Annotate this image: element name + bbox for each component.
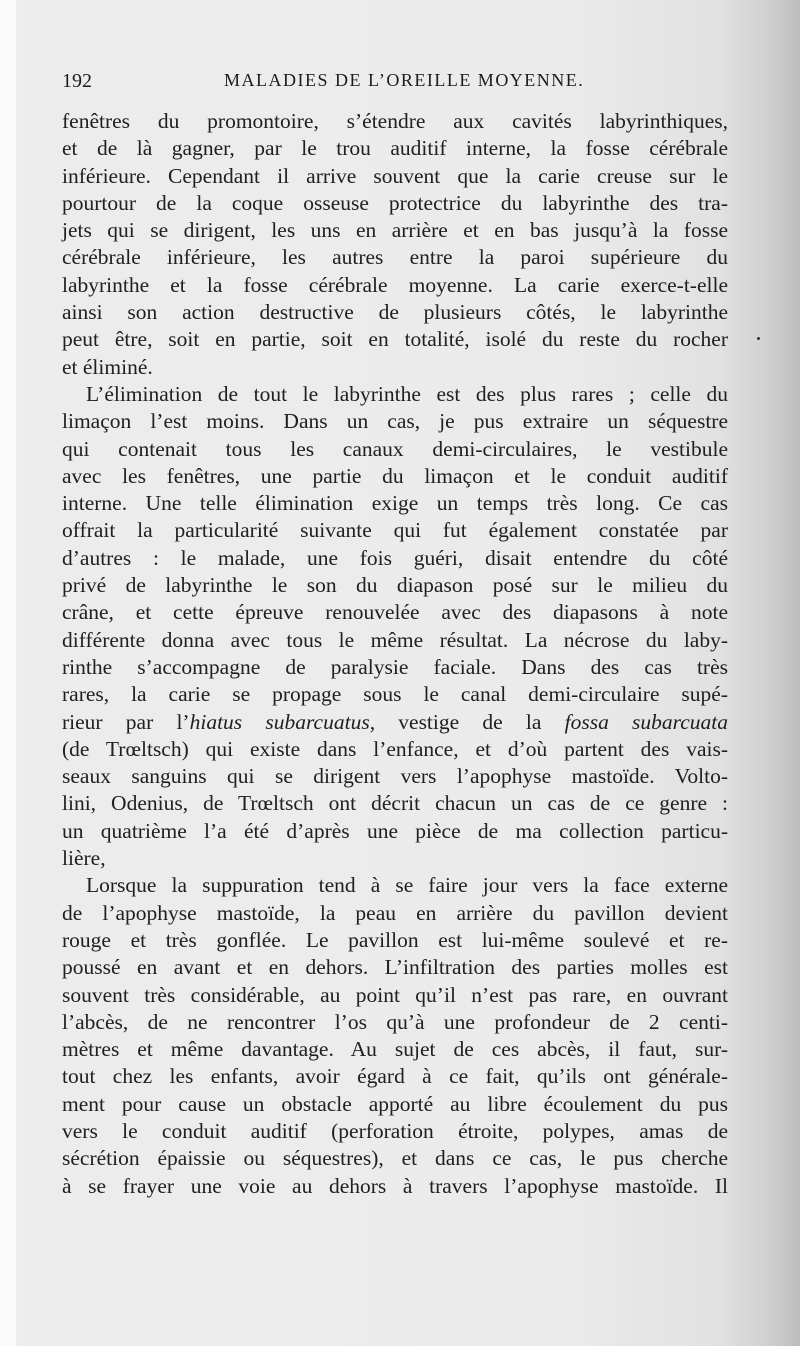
- text-line: ainsi son action destructive de plusieurs côtés, le labyrinthe: [62, 300, 728, 325]
- text-line: cérébrale inférieure, les autres entre la paroi supérieure du: [62, 245, 728, 270]
- text-line: sécrétion épaissie ou séquestres), et dans ce cas, le pus cherche: [62, 1146, 728, 1171]
- text-line: vers le conduit auditif (perforation étroite, polypes, amas de: [62, 1118, 728, 1143]
- text-line: ment pour cause un obstacle apporté au libre écoulement du pus: [62, 1091, 728, 1116]
- text-line: Lorsque la suppuration tend à se faire jour vers la face externe: [86, 873, 728, 898]
- italic-term: hiatus subarcuatus: [189, 709, 370, 734]
- text-line: de l’apophyse mastoïde, la peau en arrière du pavillon devient: [62, 900, 728, 925]
- text-line: mètres et même davantage. Au sujet de ces abcès, il faut, sur-: [62, 1037, 728, 1062]
- margin-speck: [757, 337, 760, 340]
- text-fragment: rieur par l’: [62, 709, 190, 734]
- text-line: fenêtres du promontoire, s’étendre aux cavités labyrinthiques,: [62, 109, 728, 133]
- text-line: labyrinthe et la fosse cérébrale moyenne. La carie exerce-t-elle: [62, 272, 728, 297]
- text-line: tout chez les enfants, avoir égard à ce fait, qu’ils ont générale-: [62, 1064, 728, 1089]
- text-line: pourtour de la coque osseuse protectrice du labyrinthe des tra-: [62, 190, 728, 215]
- text-line: jets qui se dirigent, les uns en arrière et en bas jusqu’à la fosse: [62, 218, 728, 243]
- running-title: MALADIES DE L’OREILLE MOYENNE.: [224, 70, 585, 90]
- text-line: L’élimination de tout le labyrinthe est des plus rares ; celle du: [86, 381, 728, 406]
- text-line: souvent très considérable, au point qu’il n’est pas rare, en ouvrant: [62, 982, 728, 1007]
- page-edge: [0, 0, 16, 1346]
- text-line: avec les fenêtres, une partie du limaçon et le conduit auditif: [62, 463, 728, 488]
- page-header: [62, 65, 728, 97]
- page-number: 192: [62, 70, 92, 92]
- text-line: rares, la carie se propage sous le canal demi-circulaire supé-: [62, 682, 728, 707]
- text-line: inférieure. Cependant il arrive souvent que la carie creuse sur le: [62, 163, 728, 188]
- text-line: privé de labyrinthe le son du diapason posé sur le milieu du: [62, 573, 728, 598]
- text-line: limaçon l’est moins. Dans un cas, je pus extraire un séquestre: [62, 409, 728, 434]
- text-fragment: , vestige de la: [369, 709, 565, 734]
- text-line: différente donna avec tous le même résultat. La nécrose du laby-: [62, 627, 728, 652]
- text-line: et éliminé.: [62, 354, 153, 379]
- text-line: poussé en avant et en dehors. L’infiltration des parties molles est: [62, 955, 728, 980]
- text-line: et de là gagner, par le trou auditif interne, la fosse cérébrale: [62, 136, 728, 161]
- text-line: interne. Une telle élimination exige un temps très long. Ce cas: [62, 491, 728, 516]
- body-text: [62, 108, 728, 1200]
- text-line: lière,: [62, 846, 106, 871]
- text-line: rinthe s’accompagne de paralysie faciale. Dans des cas très: [62, 654, 728, 679]
- text-line: offrait la particularité suivante qui fut également constatée par: [62, 518, 728, 543]
- text-line: qui contenait tous les canaux demi-circulaires, le vestibule: [62, 436, 728, 461]
- text-line: seaux sanguins qui se dirigent vers l’apophyse mastoïde. Volto-: [62, 764, 728, 789]
- text-line: crâne, et cette épreuve renouvelée avec des diapasons à note: [62, 600, 728, 625]
- text-line: rouge et très gonflée. Le pavillon est lui-même soulevé et re-: [62, 927, 728, 952]
- text-line: (de Trœltsch) qui existe dans l’enfance, et d’où partent des vais-: [62, 736, 728, 761]
- text-line: un quatrième l’a été d’après une pièce de ma collection particu-: [62, 818, 728, 843]
- text-line: d’autres : le malade, une fois guéri, disait entendre du côté: [62, 545, 728, 570]
- text-line: à se frayer une voie au dehors à travers l’apophyse mastoïde. Il: [62, 1173, 728, 1198]
- text-line: l’abcès, de ne rencontrer l’os qu’à une profondeur de 2 centi-: [62, 1009, 728, 1034]
- text-line: lini, Odenius, de Trœltsch ont décrit chacun un cas de ce genre :: [62, 791, 728, 816]
- text-line-with-italics: [62, 709, 728, 736]
- text-line: peut être, soit en partie, soit en totalité, isolé du reste du rocher: [62, 327, 728, 352]
- italic-term: fossa subarcuata: [564, 709, 728, 734]
